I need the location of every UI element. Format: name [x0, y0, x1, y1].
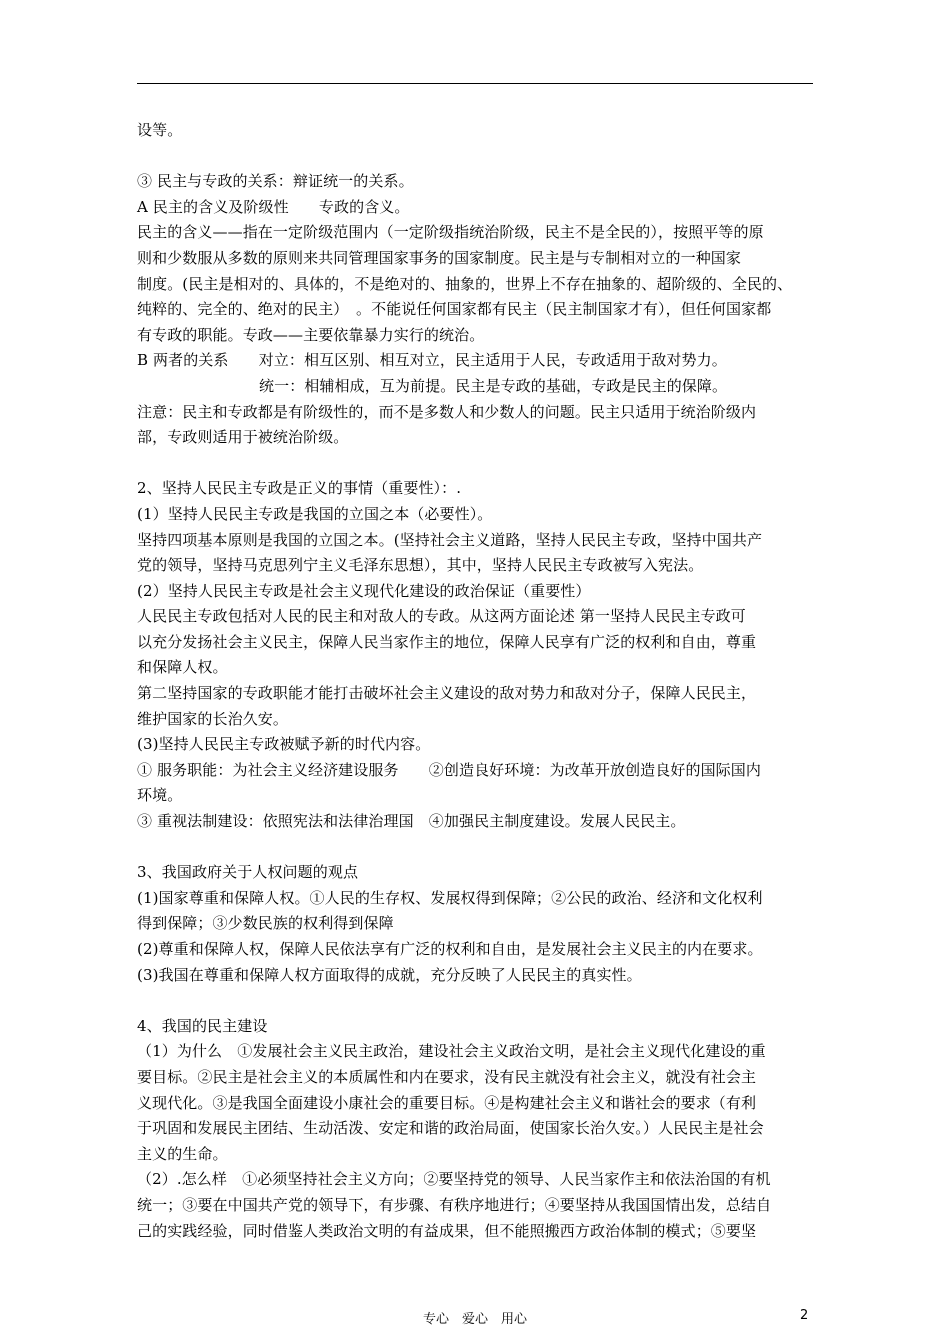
text-line: 4、我国的民主建设: [137, 1016, 268, 1035]
text-line: (1)国家尊重和保障人权。①人民的生存权、发展权得到保障；②公民的政治、经济和文化权利: [137, 888, 763, 907]
text-line: 坚持四项基本原则是我国的立国之本。(坚持社会主义道路，坚持人民民主专政，坚持中国共产: [137, 530, 763, 549]
text-line: 义现代化。③是我国全面建设小康社会的重要目标。④是构建社会主义和谐社会的要求（有利: [137, 1093, 757, 1112]
blank-line: [137, 144, 817, 170]
text-line: 环境。: [137, 786, 183, 805]
text-line: (3)我国在尊重和保障人权方面取得的成就，充分反映了人民民主的真实性。: [137, 965, 642, 984]
blank-line: [137, 988, 817, 1014]
document-body: [137, 118, 817, 1244]
text-line: (2)尊重和保障人权，保障人民依法享有广泛的权利和自由，是发展社会主义民主的内在要求。: [137, 940, 763, 958]
text-line: 则和少数服从多数的原则来共同管理国家事务的国家制度。民主是与专制相对立的一种国家: [137, 248, 742, 267]
text-line: A 民主的含义及阶级性 专政的含义。: [137, 197, 410, 216]
text-line: 统一；③要在中国共产党的领导下，有步骤、有秩序地进行；④要坚持从我国国情出发，总结自: [137, 1195, 772, 1214]
text-line: 部，专政则适用于被统治阶级。: [137, 428, 349, 447]
text-line: 纯粹的、完全的、绝对的民主） 。不能说任何国家都有民主（民主制国家才有），但任何国家都: [137, 300, 772, 319]
text-line: (3)坚持人民民主专政被赋予新的时代内容。: [137, 735, 431, 754]
text-line: 己的实践经验，同时借鉴人类政治文明的有益成果，但不能照搬西方政治体制的模式；⑤要坚: [137, 1221, 757, 1240]
text-line: 第二坚持国家的专政职能才能打击破坏社会主义建设的敌对势力和敌对分子，保障人民民主，: [137, 684, 757, 703]
text-line: (2）坚持人民民主专政是社会主义现代化建设的政治保证（重要性）: [137, 581, 591, 600]
text-line: 统一：相辅相成，互为前提。民主是专政的基础，专政是民主的保障。: [259, 376, 728, 395]
text-line: 维护国家的长治久安。: [137, 709, 289, 728]
text-line: ③ 民主与专政的关系：辩证统一的关系。: [137, 172, 414, 191]
text-line: 和保障人权。: [137, 658, 228, 677]
text-line: 于巩固和发展民主团结、生动活泼、安定和谐的政治局面，使国家长治久安。）人民民主是社会: [137, 1119, 764, 1138]
text-line: 有专政的职能。专政——主要依靠暴力实行的统治。: [137, 325, 485, 344]
text-line: （1）为什么 ①发展社会主义民主政治，建设社会主义政治文明，是社会主义现代化建设的重: [137, 1042, 766, 1061]
text-line: 以充分发扬社会主义民主，保障人民当家作主的地位，保障人民享有广泛的权利和自由，尊重: [137, 632, 757, 651]
text-line: 人民民主专政包括对人民的民主和对敌人的专政。从这两方面论述 第一坚持人民民主专政可: [137, 607, 746, 626]
footer-slogan: 专心 爱心 用心: [422, 1312, 527, 1327]
text-line: 2、坚持人民民主专政是正义的事情（重要性）：.: [137, 479, 462, 498]
text-line: ① 服务职能：为社会主义经济建设服务 ②创造良好环境：为改革开放创造良好的国际国内: [137, 760, 761, 779]
text-line: 民主的含义——指在一定阶级范围内（一定阶级指统治阶级，民主不是全民的），按照平等的原: [137, 223, 764, 242]
text-line: 3、我国政府关于人权问题的观点: [137, 863, 359, 882]
text-line: ③ 重视法制建设：依照宪法和法律治理国 ④加强民主制度建设。发展人民民主。: [137, 812, 686, 831]
header-rule: [137, 83, 813, 84]
text-line: 设等。: [137, 121, 183, 139]
text-line: 党的领导，坚持马克思列宁主义毛泽东思想），其中，坚持人民民主专政被写入宪法。: [137, 556, 704, 575]
text-line: 制度。(民主是相对的、具体的，不是绝对的、抽象的，世界上不存在抽象的、超阶级的、全民的、: [137, 274, 793, 293]
blank-line: [137, 835, 817, 861]
blank-line: [137, 451, 817, 477]
text-line: B 两者的关系 对立：相互区别、相互对立，民主适用于人民，专政适用于敌对势力。: [137, 351, 727, 370]
text-line: 要目标。②民主是社会主义的本质属性和内在要求，没有民主就没有社会主义，就没有社会主: [137, 1067, 757, 1086]
text-line: (1）坚持人民民主专政是我国的立国之本（必要性）。: [137, 504, 493, 523]
text-line: 注意：民主和专政都是有阶级性的，而不是多数人和少数人的问题。民主只适用于统治阶级内: [137, 402, 757, 421]
page-number: 2: [800, 1308, 809, 1323]
text-line: 主义的生命。: [137, 1144, 228, 1163]
text-line: 得到保障；③少数民族的权利得到保障: [137, 914, 394, 933]
text-line: （2）.怎么样 ①必须坚持社会主义方向；②要坚持党的领导、人民当家作主和依法治国的有机: [137, 1170, 771, 1189]
